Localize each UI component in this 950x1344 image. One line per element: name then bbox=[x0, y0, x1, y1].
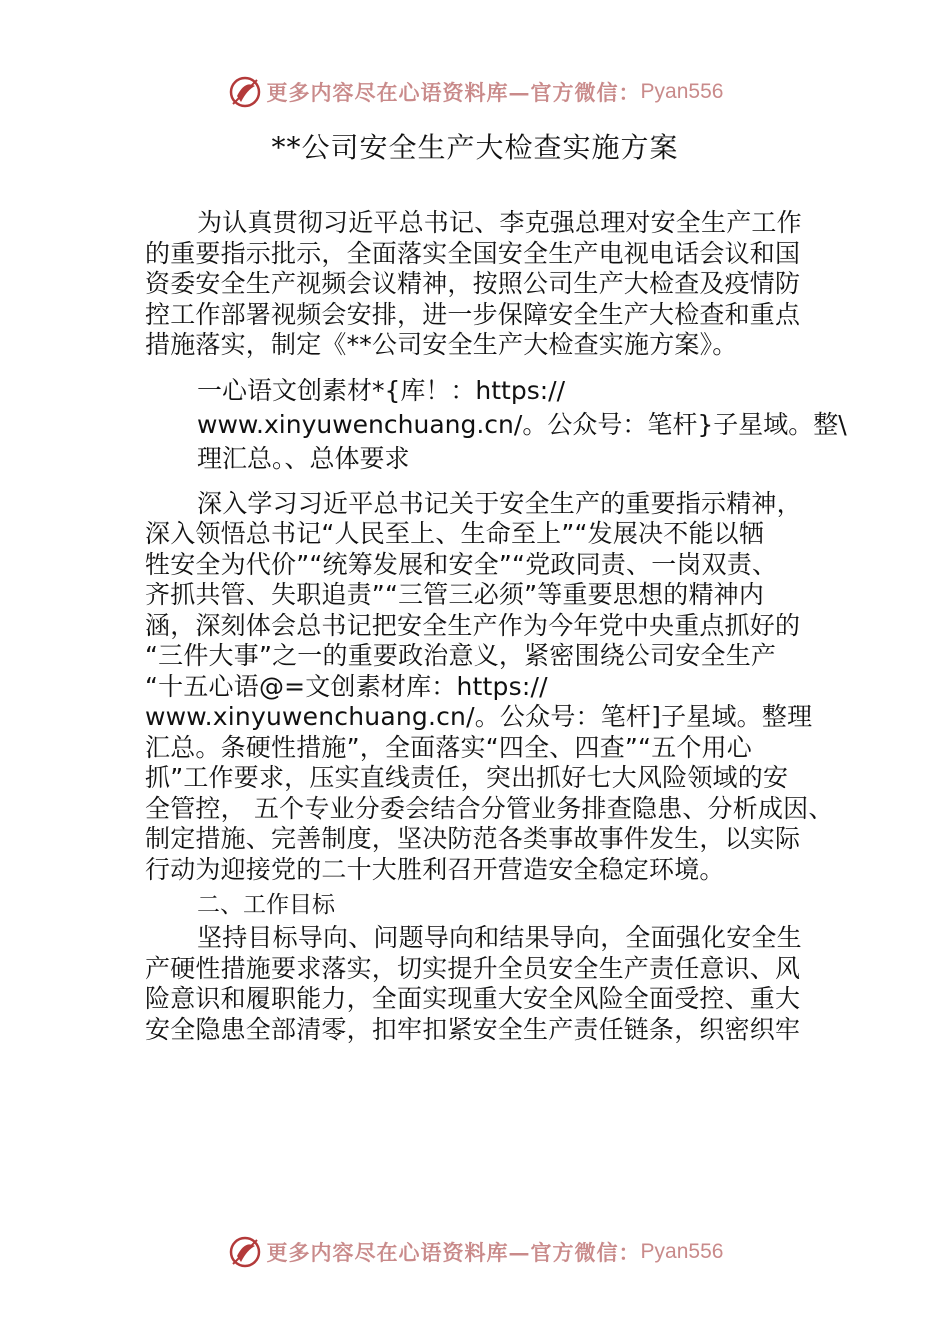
text-line: 理汇总。、总体要求 bbox=[197, 443, 410, 473]
text-line: 涵，深刻体会总书记把安全生产作为今年党中央重点抓好的 bbox=[145, 610, 801, 640]
text-line: “三件大事”之一的重要政治意义，紧密围绕公司安全生产 bbox=[145, 641, 777, 670]
text-line: 控工作部署视频会安排，进一步保障安全生产大检查和重点 bbox=[145, 299, 801, 329]
banner-wechat-id: Pyan556 bbox=[640, 1240, 724, 1263]
section2-paragraph bbox=[145, 923, 825, 1045]
banner-text: 更多内容尽在心语资料库—官方微信： bbox=[266, 80, 641, 105]
logo-icon bbox=[227, 74, 263, 110]
intro-paragraph bbox=[145, 208, 825, 361]
text-line: 深入学习习近平总书记关于安全生产的重要指示精神， bbox=[197, 488, 802, 518]
text-line: 制定措施、完善制度，坚决防范各类事故事件发生，以实际 bbox=[145, 824, 801, 853]
text-line: 深入领悟总书记“人民至上、生命至上”“发展决不能以牺 bbox=[145, 519, 765, 548]
text-line: 坚持目标导向、问题导向和结果导向，全面强化安全生 bbox=[197, 923, 802, 952]
text-line: 产硬性措施要求落实，切实提升全员安全生产责任意识、风 bbox=[145, 953, 801, 983]
text-line: 行动为迎接党的二十大胜利召开营造安全稳定环境。 bbox=[145, 854, 725, 884]
banner-wechat-id: Pyan556 bbox=[640, 80, 724, 103]
text-line: 汇总。条硬性措施”，全面落实“四全、四查”“五个用心 bbox=[145, 732, 753, 762]
page-title: **公司安全生产大检查实施方案 bbox=[271, 131, 679, 164]
section1-paragraph bbox=[145, 488, 834, 886]
text-line: 资委安全生产视频会议精神，按照公司生产大检查及疫情防 bbox=[145, 269, 801, 298]
text-line: www.xinyuwenchuang.cn/。公众号：笔杆}子星域。整\ bbox=[197, 409, 847, 439]
text-line: 齐抓共管、失职追责”“三管三必须”等重要思想的精神内 bbox=[145, 580, 765, 609]
section-heading: 二、工作目标 bbox=[197, 892, 335, 918]
text-line: 一心语文创素材*{库！：https:// bbox=[197, 375, 566, 405]
watermark-paragraph bbox=[145, 374, 847, 476]
document-body bbox=[145, 208, 847, 1047]
text-line: 抓”工作要求，压实直线责任，突出抓好七大风险领域的安 bbox=[145, 763, 789, 792]
text-line: 牲安全为代价”“统筹发展和安全”“党政同责、一岗双责、 bbox=[145, 549, 778, 579]
text-line: 的重要指示批示，全面落实全国安全生产电视电话会议和国 bbox=[145, 238, 801, 268]
text-line: 险意识和履职能力，全面实现重大安全风险全面受控、重大 bbox=[145, 984, 801, 1013]
text-line: www.xinyuwenchuang.cn/。公众号：笔杆]子星域。整理 bbox=[145, 702, 813, 731]
text-line: 为认真贯彻习近平总书记、李克强总理对安全生产工作 bbox=[197, 208, 802, 237]
header-banner bbox=[0, 72, 950, 112]
text-line: 安全隐患全部清零，扣牢扣紧安全生产责任链条，织密织牢 bbox=[145, 1014, 801, 1044]
banner-text: 更多内容尽在心语资料库—官方微信： bbox=[266, 1240, 641, 1265]
text-line: 措施落实，制定《**公司安全生产大检查实施方案》。 bbox=[145, 330, 738, 359]
logo-icon bbox=[227, 1234, 263, 1270]
text-line: “十五心语@=文创素材库：https:// bbox=[145, 671, 548, 701]
text-line: 全管控， 五个专业分委会结合分管业务排查隐患、分析成因、 bbox=[145, 793, 834, 823]
footer-banner bbox=[0, 1232, 950, 1272]
